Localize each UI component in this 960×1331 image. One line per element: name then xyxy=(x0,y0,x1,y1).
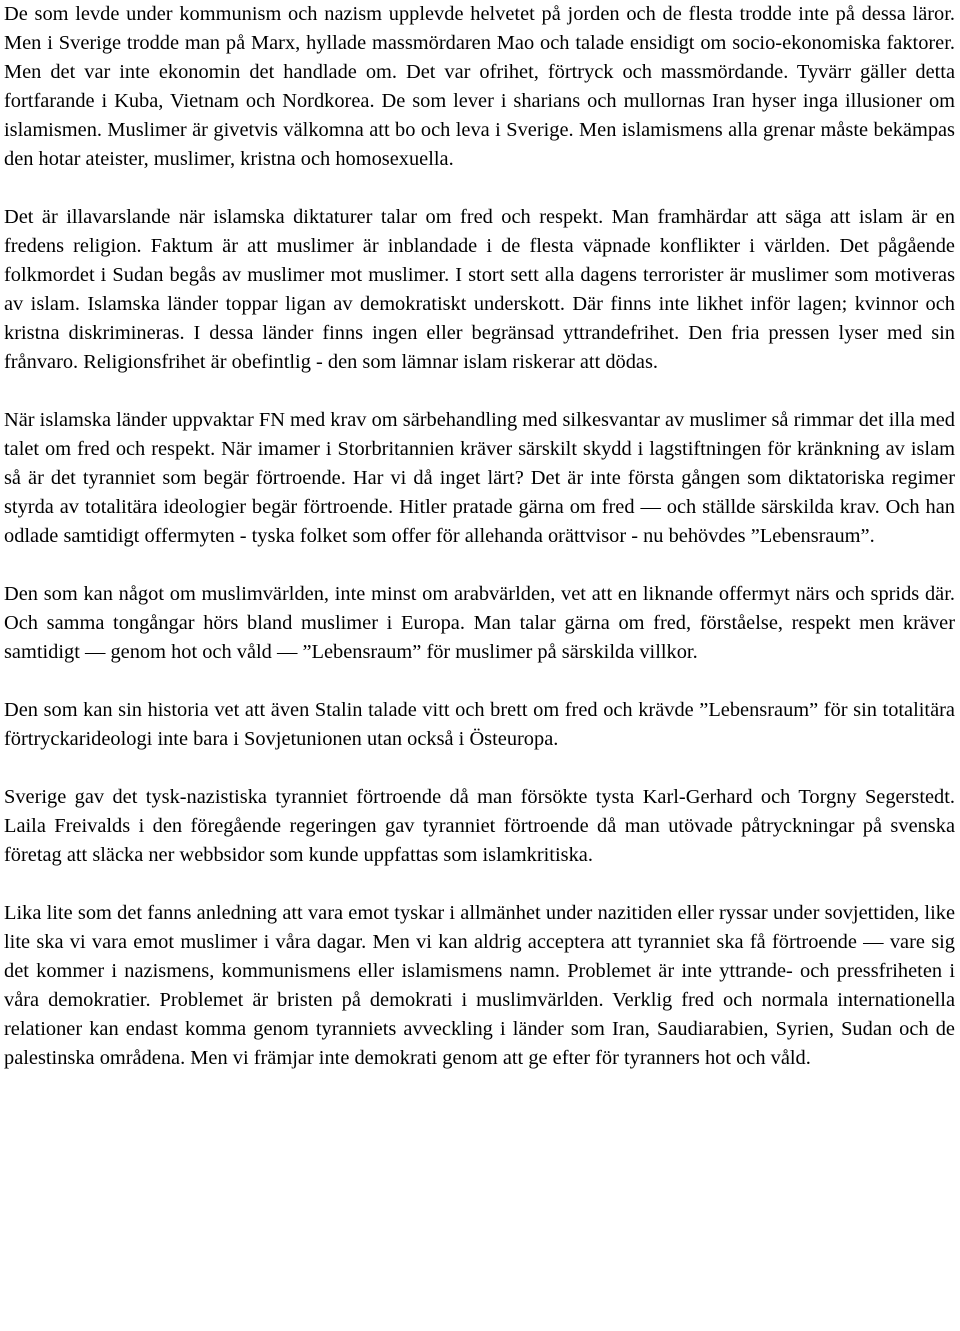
paragraph-6: Sverige gav det tysk-nazistiska tyranniet förtroende då man försökte tysta Karl-Gerhard och Torgny Segerstedt. Laila Freivalds i den föregående regeringen gav tyranniet förtroende då man utövade påtryckningar på svenska företag att släcka ner webbsidor som kunde uppfattas som islamkritiska. xyxy=(4,786,955,866)
paragraph-1: De som levde under kommunism och nazism upplevde helvetet på jorden och de flesta trodde inte på dessa läror. Men i Sverige trodde man på Marx, hyllade massmördaren Mao och talade ensidigt om socio-ekonomiska faktorer. Men det var inte ekonomin det handlade om. Det var ofrihet, förtryck och massmördande. Tyvärr gäller detta fortfarande i Kuba, Vietnam och Nordkorea. De som lever i sharians och mullornas Iran hyser inga illusioner om islamismen. Muslimer är givetvis välkomna att bo och leva i Sverige. Men islamismens alla grenar måste bekämpas den hotar ateister, muslimer, kristna och homosexuella. xyxy=(4,3,955,170)
paragraph-7: Lika lite som det fanns anledning att vara emot tyskar i allmänhet under nazitiden eller ryssar under sovjettiden, like lite ska vi vara emot muslimer i våra dagar. Men vi kan aldrig acceptera att tyranniet ska få förtroende — vare sig det kommer i nazismens, kommunismens eller islamismens namn. Problemet är inte yttrande- och pressfriheten i våra demokratier. Problemet är bristen på demokrati i muslimvärlden. Verklig fred och normala internationella relationer kan endast komma genom tyranniets avveckling i länder som Iran, Saudiarabien, Syrien, Sudan och de palestinska områdena. Men vi främjar inte demokrati genom att ge efter för tyranners hot och våld. xyxy=(4,902,955,1069)
paragraph-5: Den som kan sin historia vet att även Stalin talade vitt och brett om fred och krävde ”Lebensraum” för sin totalitära förtryckarideologi inte bara i Sovjetunionen utan också i Östeuropa. xyxy=(4,699,955,750)
document-page xyxy=(4,0,955,1073)
paragraph-4: Den som kan något om muslimvärlden, inte minst om arabvärlden, vet att en liknande offermyt närs och sprids där. Och samma tongångar hörs bland muslimer i Europa. Man talar gärna om fred, förståelse, respekt men kräver samtidigt — genom hot och våld — ”Lebensraum” för muslimer på särskilda villkor. xyxy=(4,583,955,663)
paragraph-3: När islamska länder uppvaktar FN med krav om särbehandling med silkesvantar av muslimer så rimmar det illa med talet om fred och respekt. När imamer i Storbritannien kräver särskilt skydd i lagstiftningen för kränkning av islam så är det tyranniet som begär förtroende. Har vi då inget lärt? Det är inte första gången som diktatoriska regimer styrda av totalitära ideologier begär förtroende. Hitler pratade gärna om fred — och ställde särskilda krav. Och han odlade samtidigt offermyten - tyska folket som offer för allehanda orättvisor - nu behövdes ”Lebensraum”. xyxy=(4,409,955,547)
paragraph-2: Det är illavarslande när islamska diktaturer talar om fred och respekt. Man framhärdar att säga att islam är en fredens religion. Faktum är att muslimer är inblandade i de flesta väpnade konflikter i världen. Det pågående folkmordet i Sudan begås av muslimer mot muslimer. I stort sett alla dagens terrorister är muslimer som motiveras av islam. Islamska länder toppar ligan av demokratiskt underskott. Där finns inte likhet inför lagen; kvinnor och kristna diskrimineras. I dessa länder finns ingen eller begränsad yttrandefrihet. Den fria pressen lyser med sin frånvaro. Religionsfrihet är obefintlig - den som lämnar islam riskerar att dödas. xyxy=(4,206,955,373)
